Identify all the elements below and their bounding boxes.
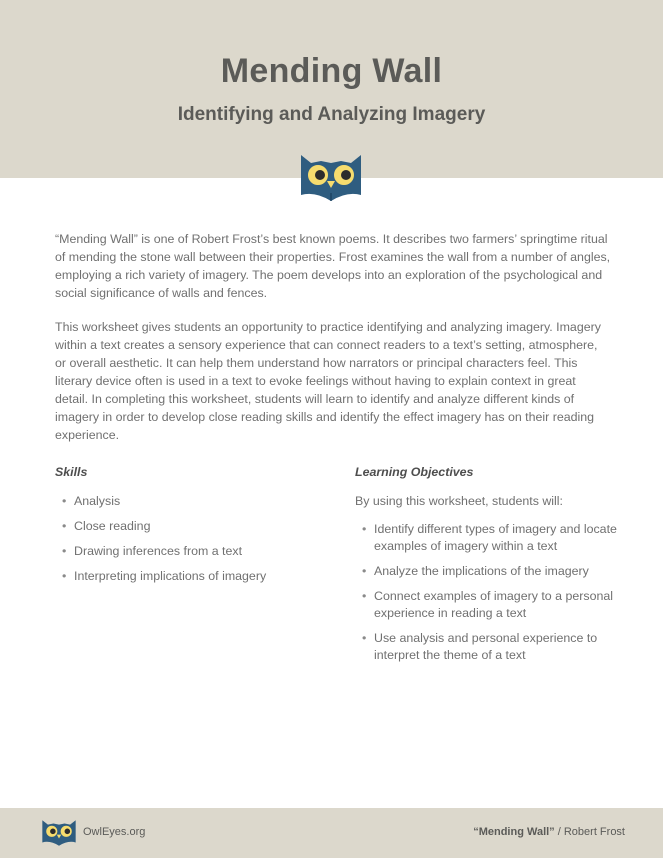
bullet-dot: • [62,519,67,533]
footer-author: Robert Frost [563,826,625,838]
bullet-dot: • [62,544,67,558]
page-title: Mending Wall [220,52,443,90]
skills-list [55,493,325,585]
footer-separator: / [554,826,564,838]
bullet-dot: • [62,569,67,583]
bullet-dot: • [62,494,67,508]
objectives-list [355,521,625,664]
list-item-text: Close reading [74,519,151,533]
objectives-intro: By using this worksheet, students will: [355,494,563,508]
bullet-dot: • [362,589,367,603]
list-item-text: Use analysis and personal experience to interpret the theme of a text [374,631,598,662]
owl-book-icon [297,151,365,205]
skills-heading: Skills [55,465,88,479]
list-item-text: Connect examples of imagery to a personal experience in reading a text [374,589,613,620]
list-item [55,543,325,560]
list-item-text: Analyze the implications of the imagery [374,564,589,578]
owl-logo-icon [40,818,78,848]
list-item [355,630,625,664]
list-item [355,563,625,580]
bullet-dot: • [362,631,367,645]
list-item [55,518,325,535]
footer-credit [473,826,625,838]
list-item [55,568,325,585]
skills-section [55,464,325,593]
list-item-text: Analysis [74,494,121,508]
list-item-text: Identify different types of imagery and locate examples of imagery within a text [374,522,617,553]
list-item [355,588,625,622]
objectives-section [355,464,625,672]
list-item [55,493,325,510]
footer-site-link[interactable]: OwlEyes.org [83,826,146,838]
list-item [355,521,625,555]
bullet-dot: • [362,522,367,536]
intro-paragraph-2: This worksheet gives students an opportunity to practice identifying and analyzing imagery. Imagery within a text creates a sensory experience that can connect readers to a text’s setting, atmosphere, or overall aesthetic. It can help them understand how narrators or principal characters feel. This literary device often is used in a text to evoke feelings without having to explain context in great detail. In completing this worksheet, students will learn to identify and analyze different kinds of imagery in order to develop close reading skills and identify the effect imagery has on their reading experience. [55,320,601,442]
footer-work-title: “Mending Wall” [473,826,555,838]
page-subtitle: Identifying and Analyzing Imagery [177,104,486,125]
objectives-heading: Learning Objectives [355,465,474,479]
intro-paragraph-1: “Mending Wall” is one of Robert Frost’s best known poems. It describes two farmers’ springtime ritual of mending the stone wall between their properties. Frost examines the wall from a number of angles, employing a rich variety of imagery. The poem develops into an exploration of the psychological and social significance of walls and fences. [55,232,611,300]
list-item-text: Drawing inferences from a text [74,544,243,558]
bullet-dot: • [362,564,367,578]
list-item-text: Interpreting implications of imagery [74,569,267,583]
